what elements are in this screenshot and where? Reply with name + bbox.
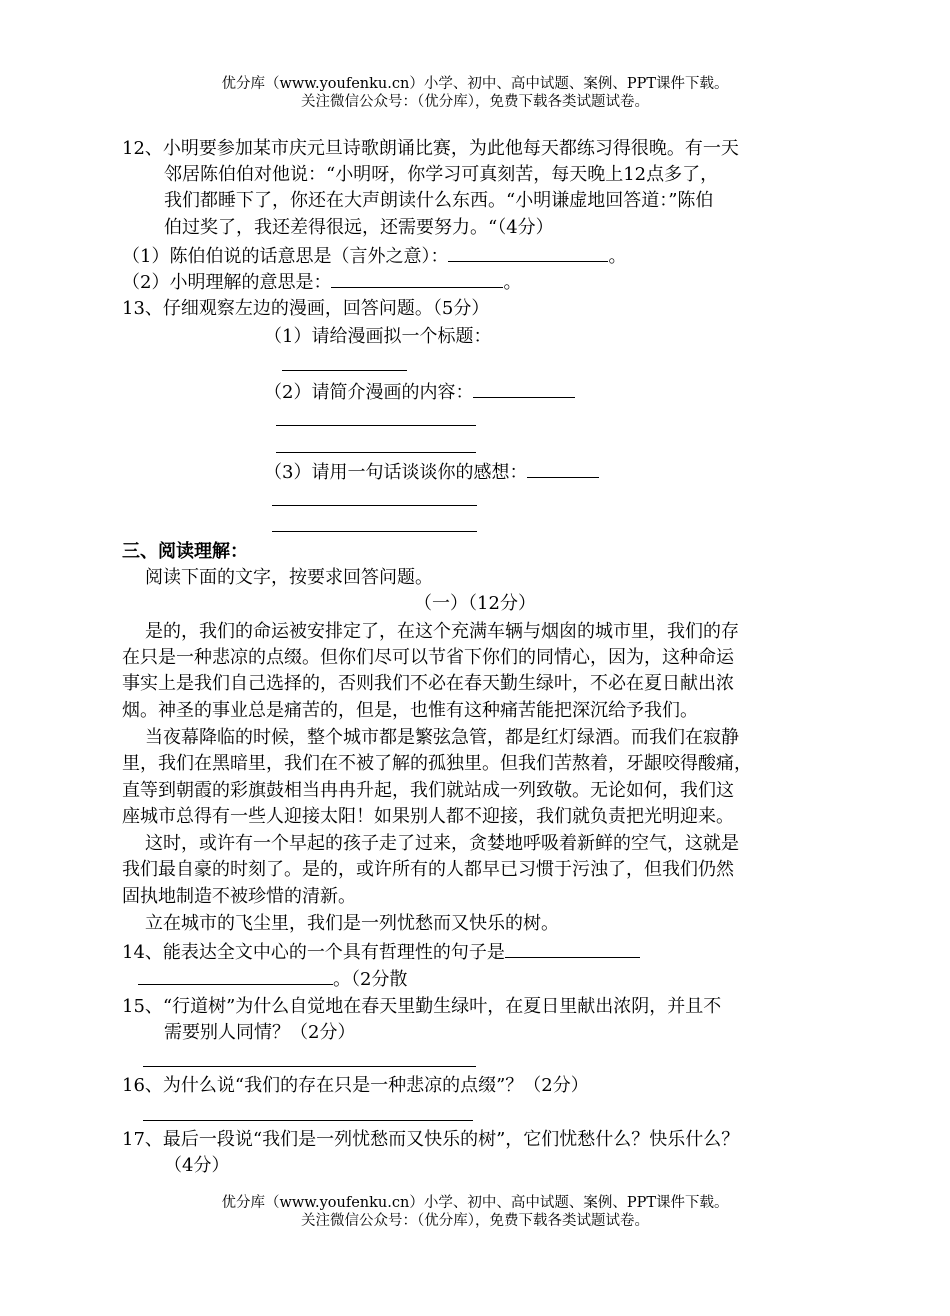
q15-answer-line[interactable] xyxy=(143,1066,476,1067)
q13-sub1: （1）请给漫画拟一个标题： xyxy=(264,326,492,347)
section-title: 三、阅读理解： xyxy=(122,541,248,562)
q13-sub3-answer-blank[interactable] xyxy=(527,460,599,478)
page-footer-subline: 关注微信公众号：（优分库），免费下载各类试题试卷。 xyxy=(301,1213,649,1229)
q12-sub2 xyxy=(122,270,521,295)
q13-sub3-text: （3）请用一句话谈谈你的感想： xyxy=(264,462,528,483)
q15-line-1: 15、“行道树”为什么自觉地在春天里勤生绿叶，在夏日里献出浓阴，并且不 xyxy=(122,996,722,1017)
q13-stem: 13、仔细观察左边的漫画，回答问题。（5分） xyxy=(122,298,490,319)
passage-line-4: 烟。神圣的事业总是痛苦的，但是，也惟有这种痛苦能把深沉给予我们。 xyxy=(122,700,698,721)
part-title: （一）（12分） xyxy=(414,593,536,614)
q13-sub2-answer-blank[interactable] xyxy=(473,380,575,398)
q14-answer-blank[interactable] xyxy=(505,940,640,958)
q12-sub1-end: 。 xyxy=(608,246,627,267)
q14-question xyxy=(122,940,640,965)
q13-sub2-text: （2）请简介漫画的内容： xyxy=(264,382,474,403)
page-header: 优分库（www.youfenku.cn）小学、初中、高中试题、案例、PPT课件下载。 xyxy=(221,76,729,92)
passage-line-8: 座城市总得有一些人迎接太阳！如果别人都不迎接，我们就负责把光明迎来。 xyxy=(122,806,734,827)
q13-sub2 xyxy=(264,380,575,405)
q12-line-4: 伯过奖了，我还差得很远，还需要努力。“（4分） xyxy=(164,217,554,238)
q17-line-1: 17、最后一段说“我们是一列忧愁而又快乐的树”，它们忧愁什么？快乐什么？ xyxy=(122,1129,740,1150)
q12-line-3: 我们都睡下了，你还在大声朗读什么东西。“小明谦虚地回答道：”陈伯 xyxy=(164,190,714,211)
passage-line-11: 固执地制造不被珍惜的清新。 xyxy=(122,886,356,907)
q12-sub2-answer-blank[interactable] xyxy=(331,270,503,288)
page-footer: 优分库（www.youfenku.cn）小学、初中、高中试题、案例、PPT课件下载。 xyxy=(221,1195,729,1211)
q16-answer-line[interactable] xyxy=(143,1120,473,1121)
q12-sub2-end: 。 xyxy=(503,272,522,293)
q17-line-2: （4分） xyxy=(164,1155,230,1176)
q15-line-2: 需要别人同情？（2分） xyxy=(164,1022,356,1043)
q13-sub3-answer-line-1[interactable] xyxy=(272,505,477,506)
page-header-subline: 关注微信公众号：（优分库），免费下载各类试题试卷。 xyxy=(301,94,649,110)
q13-sub1-answer-line[interactable] xyxy=(282,370,407,371)
q12-line-2: 邻居陈伯伯对他说：“小明呀，你学习可真刻苦，每天晚上12点多了， xyxy=(164,164,719,185)
q12-sub1 xyxy=(122,244,626,269)
passage-line-6: 里，我们在黑暗里，我们在不被了解的孤独里。但我们苦熬着，牙龈咬得酸痛， xyxy=(122,753,752,774)
q13-sub3-answer-line-2[interactable] xyxy=(272,531,477,532)
passage-line-7: 直等到朝霞的彩旗鼓相当冉冉升起，我们就站成一列致敬。无论如何，我们这 xyxy=(122,780,734,801)
passage-line-9: 这时，或许有一个早起的孩子走了过来，贪婪地呼吸着新鲜的空气，这就是 xyxy=(145,833,739,854)
q12-sub1-answer-blank[interactable] xyxy=(448,244,608,262)
passage-line-10: 我们最自豪的时刻了。是的，或许所有的人都早已习惯于污浊了，但我们仍然 xyxy=(122,859,734,880)
q13-sub3 xyxy=(264,460,599,485)
section-instruction: 阅读下面的文字，按要求回答问题。 xyxy=(145,567,433,588)
q13-sub2-answer-line-1[interactable] xyxy=(276,425,476,426)
passage-line-3: 事实上是我们自己选择的，否则我们不必在春天勤生绿叶，不必在夏日献出浓 xyxy=(122,673,734,694)
q12-line-1: 12、小明要参加某市庆元旦诗歌朗诵比赛，为此他每天都练习得很晚。有一天 xyxy=(122,138,739,159)
passage-line-2: 在只是一种悲凉的点缀。但你们尽可以节省下你们的同情心，因为，这种命运 xyxy=(122,647,734,668)
q14-continuation xyxy=(138,967,407,992)
passage-line-12: 立在城市的飞尘里，我们是一列忧愁而又快乐的树。 xyxy=(145,913,559,934)
q12-sub1-text: （1）陈伯伯说的话意思是（言外之意）： xyxy=(122,246,449,267)
q13-sub2-answer-line-2[interactable] xyxy=(276,452,476,453)
q14-text: 14、能表达全文中心的一个具有哲理性的句子是 xyxy=(122,942,505,963)
passage-line-1: 是的，我们的命运被安排定了，在这个充满车辆与烟囱的城市里，我们的存 xyxy=(145,621,739,642)
q14-answer-blank-2[interactable] xyxy=(138,967,333,985)
q14-tail: 。（2分散 xyxy=(333,969,408,990)
q12-sub2-text: （2）小明理解的意思是： xyxy=(122,272,332,293)
q16-question: 16、为什么说“我们的存在只是一种悲凉的点缀”？（2分） xyxy=(122,1075,589,1096)
passage-line-5: 当夜幕降临的时候，整个城市都是繁弦急管，都是红灯绿酒。而我们在寂静 xyxy=(145,727,739,748)
